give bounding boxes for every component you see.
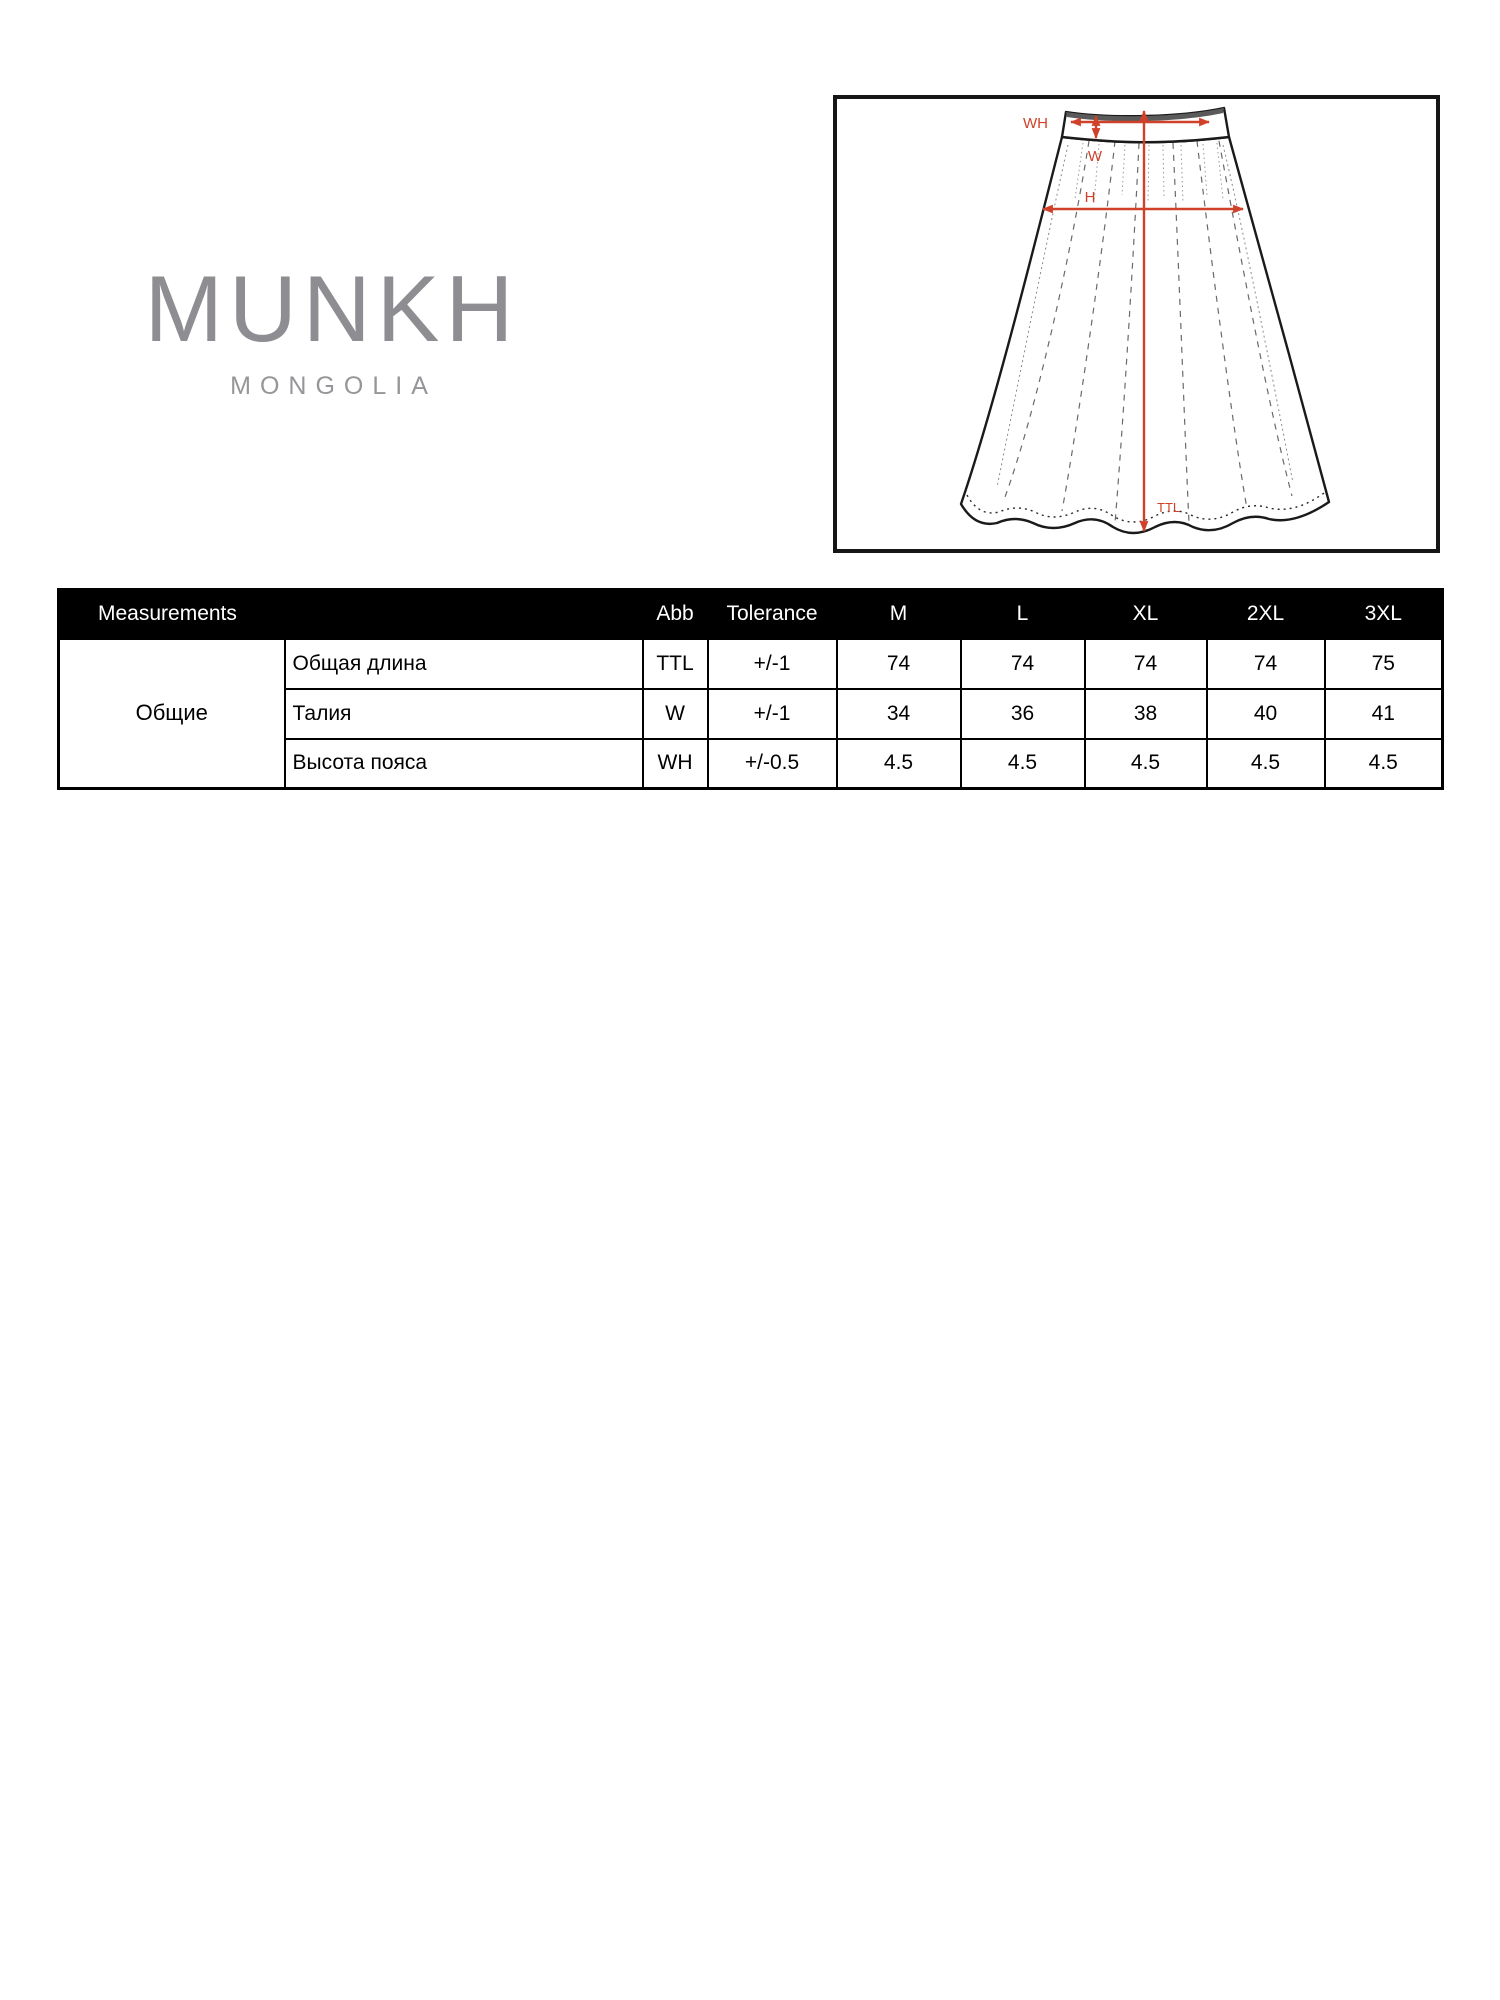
brand-logo <box>140 256 520 401</box>
value-cell-l: 74 <box>961 639 1085 689</box>
table-header-row <box>59 590 1443 639</box>
tolerance-cell: +/-0.5 <box>708 739 837 789</box>
header-abb: Abb <box>643 590 708 639</box>
abb-cell: WH <box>643 739 708 789</box>
tolerance-cell: +/-1 <box>708 689 837 739</box>
value-cell-3xl: 4.5 <box>1325 739 1443 789</box>
header-tolerance: Tolerance <box>708 590 837 639</box>
group-cell: Общие <box>59 639 285 789</box>
w-label: W <box>1087 148 1103 165</box>
value-cell-l: 4.5 <box>961 739 1085 789</box>
header-size-3xl: 3XL <box>1325 590 1443 639</box>
value-cell-2xl: 4.5 <box>1207 739 1325 789</box>
header-size-m: M <box>837 590 961 639</box>
value-cell-2xl: 40 <box>1207 689 1325 739</box>
logo-brand-text: MUNKH <box>144 256 520 361</box>
table-row <box>59 639 1443 689</box>
measurement-name-cell: Талия <box>285 689 643 739</box>
value-cell-m: 4.5 <box>837 739 961 789</box>
value-cell-3xl: 75 <box>1325 639 1443 689</box>
logo-subtitle-text: MONGOLIA <box>230 372 437 400</box>
header-size-2xl: 2XL <box>1207 590 1325 639</box>
measurement-name-cell: Высота пояса <box>285 739 643 789</box>
value-cell-m: 74 <box>837 639 961 689</box>
measurements-table <box>57 588 1444 790</box>
value-cell-l: 36 <box>961 689 1085 739</box>
value-cell-xl: 74 <box>1085 639 1207 689</box>
measurement-name-cell: Общая длина <box>285 639 643 689</box>
value-cell-3xl: 41 <box>1325 689 1443 739</box>
tolerance-cell: +/-1 <box>708 639 837 689</box>
header-size-l: L <box>961 590 1085 639</box>
ttl-label: TTL <box>1157 500 1181 515</box>
h-label: H <box>1084 189 1096 206</box>
header-size-xl: XL <box>1085 590 1207 639</box>
skirt-diagram-box <box>833 95 1440 553</box>
abb-cell: W <box>643 689 708 739</box>
abb-cell: TTL <box>643 639 708 689</box>
value-cell-m: 34 <box>837 689 961 739</box>
skirt-technical-drawing <box>837 99 1436 549</box>
wh-label: WH <box>1023 115 1048 132</box>
value-cell-xl: 4.5 <box>1085 739 1207 789</box>
value-cell-xl: 38 <box>1085 689 1207 739</box>
header-measurements: Measurements <box>59 590 643 639</box>
value-cell-2xl: 74 <box>1207 639 1325 689</box>
